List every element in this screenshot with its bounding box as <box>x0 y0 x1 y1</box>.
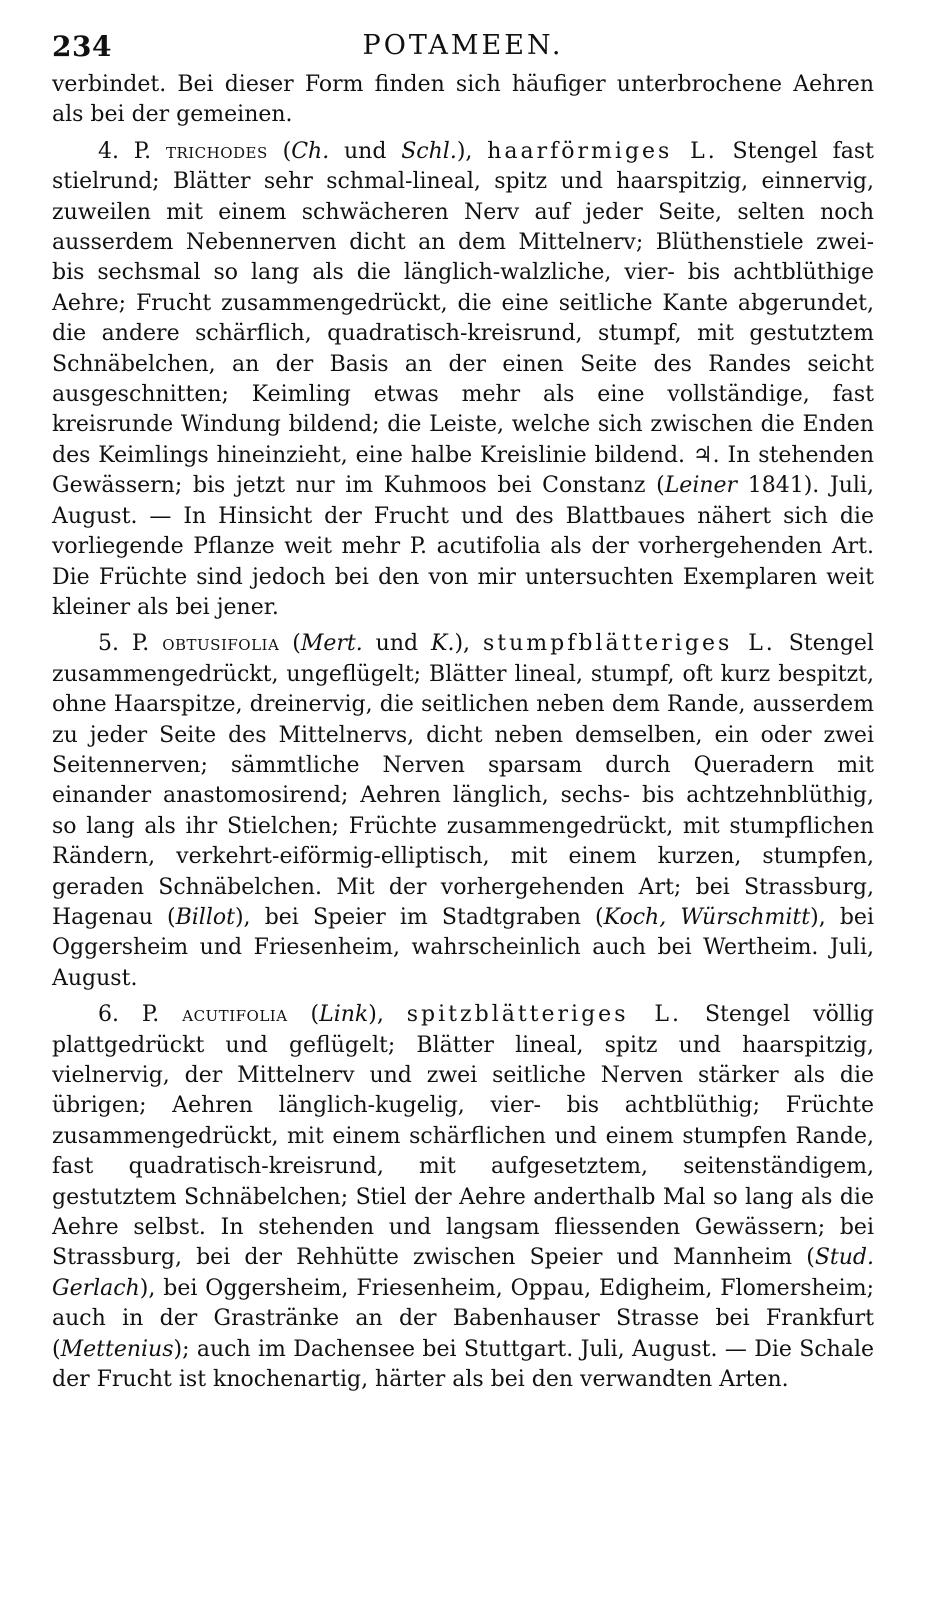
entry-number: 5. P. <box>98 631 150 657</box>
collector-name: Leiner <box>664 473 738 499</box>
authority: Link <box>319 1002 369 1028</box>
paragraph-continued: verbindet. Bei dieser Form finden sich häufiger unterbrochene Aehren als bei der gemeinen. <box>52 72 874 128</box>
running-title: POTAMEEN. <box>362 30 564 61</box>
conjunction: und <box>329 138 402 164</box>
species-entry-obtusifolia <box>52 629 874 994</box>
authority: Mert. <box>300 631 363 657</box>
paren-close: ), <box>454 631 483 657</box>
collector-name: Koch, Würschmitt <box>603 904 811 930</box>
entry-text: ), bei Speier im Stadtgraben ( <box>234 904 604 930</box>
collector-name: Billot <box>175 904 235 930</box>
authority: Ch. <box>291 138 330 164</box>
paren-open: ( <box>287 1002 320 1028</box>
common-name: spitzblätteriges L. <box>406 1002 683 1028</box>
species-name: trichodes <box>165 138 268 164</box>
entry-text: ), bei Oggersheim und Friesenheim, wahrscheinlich auch bei Wertheim. Juli, August. <box>52 904 874 991</box>
authority: Schl. <box>401 138 457 164</box>
book-page <box>52 30 874 1401</box>
entry-text: Stengel fast stielrund; Blätter sehr schmal-lineal, spitz und haarspitzig, einnervig, zuweilen mit einem schwächeren Nerv auf jeder Seite, selten noch ausserdem Nebennerven dicht an dem Mittelnerv; Blüthenstiele zwei- bis sechsmal so lang als die länglich-walzliche, vier- bis achtblüthige Aehre; Frucht zusammengedrückt, die eine seitliche Kante abgerundet, die andere schärflich, quadratisch-kreisrund, stumpf, mit gestutztem Schnäbelchen, an der Basis an der einen Seite des Randes seicht ausgeschnitten; Keimling etwas mehr als eine vollständige, fast kreisrunde Windung bildend; die Leiste, welche sich zwischen die Enden des Keimlings hineinzieht, eine halbe Kreislinie bildend. ♃. In stehenden Gewässern; bis jetzt nur im Kuhmoos bei Constanz ( <box>52 138 874 499</box>
page-number: 234 <box>52 30 112 63</box>
entry-text: Stengel zusammengedrückt, ungeflügelt; Blätter lineal, stumpf, oft kurz bespitzt, ohne Haarspitze, dreinervig, die seitlichen neben dem Rande, ausserdem zu jeder Seite des Mittelnervs, dicht neben demselben, ein oder zwei Seitennerven; sämmtliche Nerven sparsam durch Queradern mit einander anastomosirend; Aehren länglich, sechs- bis achtzehnblüthig, so lang als ihr Stielchen; Früchte zusammengedrückt, mit stumpflichen Rändern, verkehrt-eiförmig-elliptisch, mit einem kurzen, stumpfen, geraden Schnäbelchen. Mit der vorhergehenden Art; bei Strassburg, Hagenau ( <box>52 631 874 930</box>
paren-open: ( <box>267 138 292 164</box>
common-name: stumpfblätteriges L. <box>482 631 776 657</box>
entry-text: ), bei Oggersheim, Friesenheim, Oppau, Edigheim, Flomersheim; auch in der Grastränke an der Babenhauser Strasse bei Frankfurt ( <box>52 1275 874 1362</box>
collector-name: Mettenius <box>60 1336 174 1362</box>
entry-text: 1841). Juli, August. — In Hinsicht der Frucht und des Blattbaues nähert sich die vorliegende Pflanze weit mehr P. acutifolia als der vorhergehenden Art. Die Früchte sind jedoch bei den von mir untersuchten Exemplaren weit kleiner als bei jener. <box>52 473 874 620</box>
entry-text: Stengel völlig plattgedrückt und geflügelt; Blätter lineal, spitz und haarspitzig, vielnervig, der Mittelnerv und zwei seitliche Nerven stärker als die übrigen; Aehren länglich-kugelig, vier- bis achtblüthig; Früchte zusammengedrückt, mit einem schärflichen und einem stumpfen Rande, fast quadratisch-kreisrund, mit aufgesetztem, seitenständigem, gestutztem Schnäbelchen; Stiel der Aehre anderthalb Mal so lang als die Aehre selbst. In stehenden und langsam fliessenden Gewässern; bei Strassburg, bei der Rehhütte zwischen Speier und Mannheim ( <box>52 1002 875 1271</box>
species-entry-trichodes <box>52 137 874 624</box>
conjunction: und <box>362 631 432 657</box>
entry-number: 6. P. <box>98 1002 160 1028</box>
entry-text: ); auch im Dachensee bei Stuttgart. Juli, August. — Die Schale der Frucht ist knochenartig, härter als bei den verwandten Arten. <box>52 1336 874 1393</box>
authority: K. <box>431 631 455 657</box>
entry-number: 4. P. <box>98 138 152 164</box>
paren-close: ), <box>456 138 488 164</box>
species-name: obtusifolia <box>162 631 280 657</box>
common-name: haarförmiges L. <box>487 138 718 164</box>
collector-name: Stud. Gerlach <box>52 1245 874 1301</box>
paren-close: ), <box>368 1002 407 1028</box>
species-entry-acutifolia <box>52 1000 874 1395</box>
page-header <box>52 30 874 70</box>
paren-open: ( <box>279 631 301 657</box>
species-name: acutifolia <box>182 1002 288 1028</box>
